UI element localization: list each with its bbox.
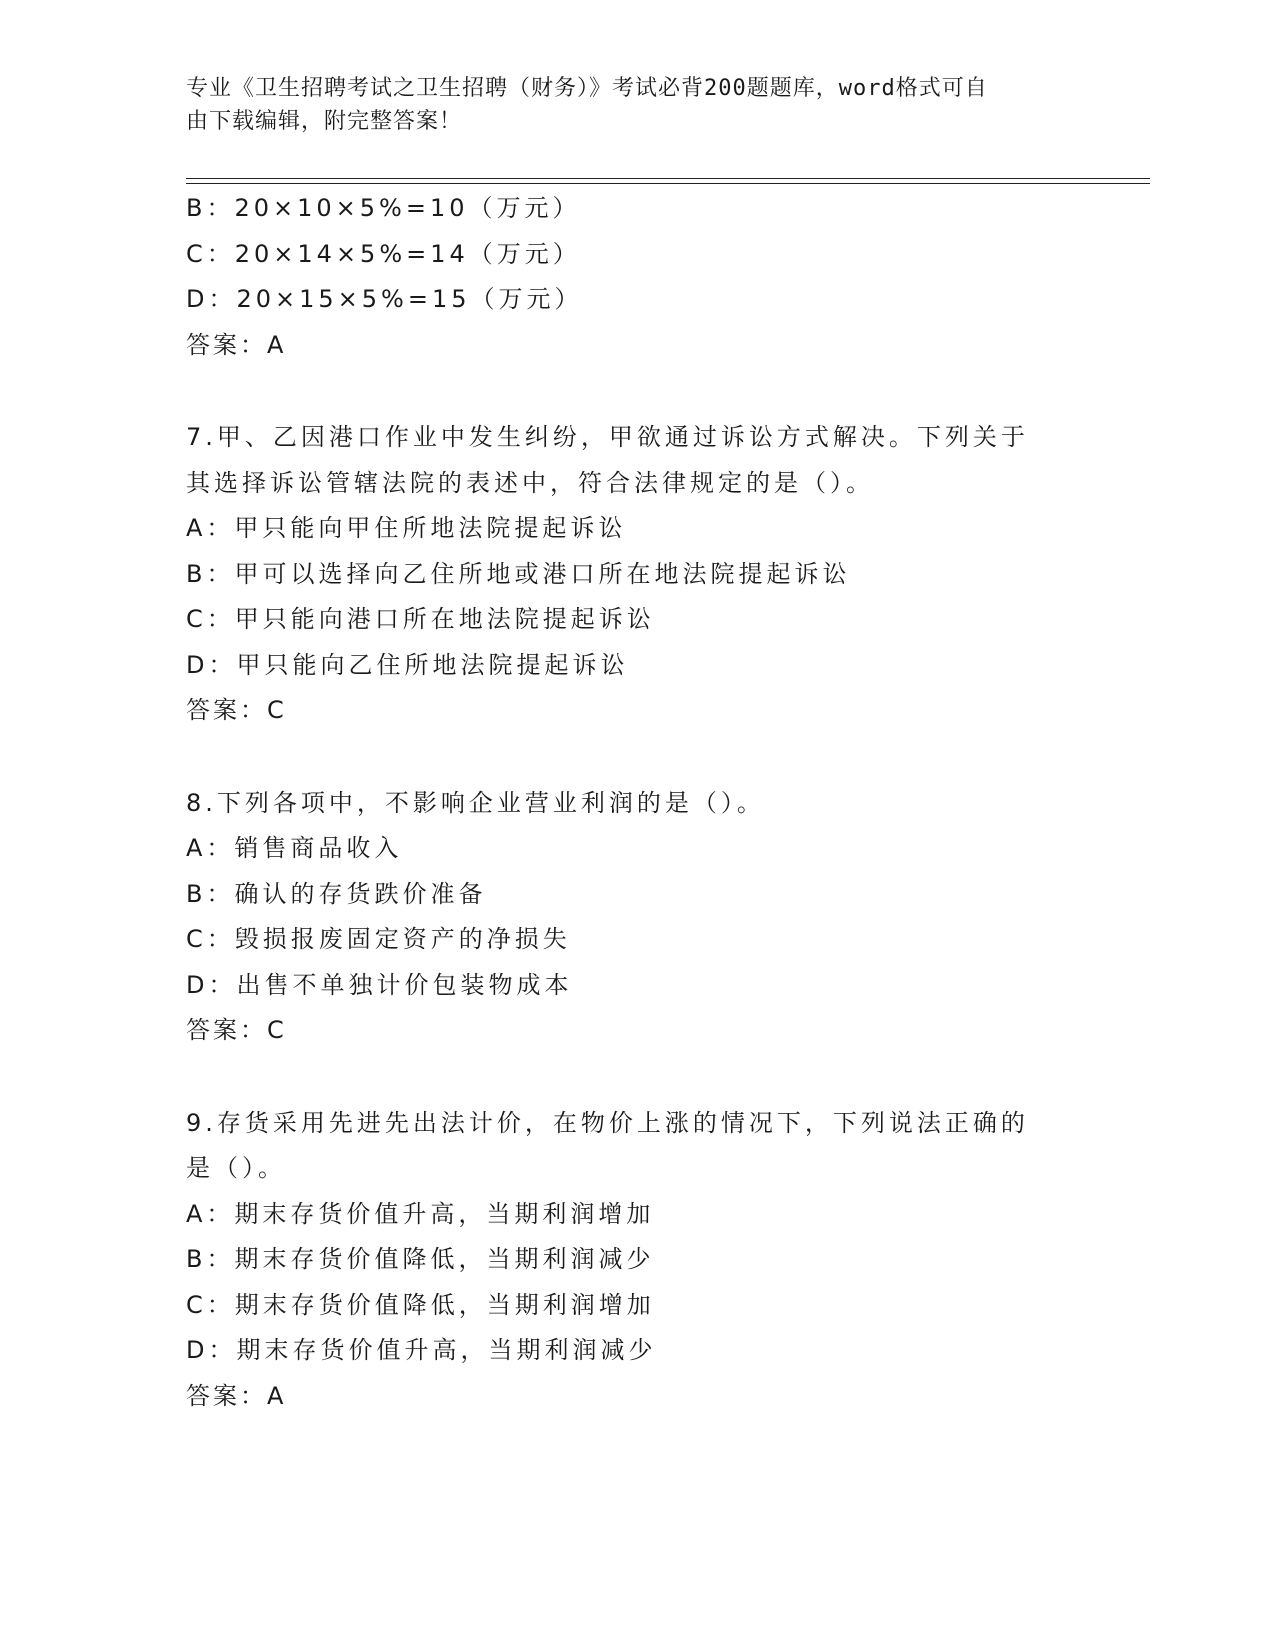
spacer	[186, 734, 1086, 781]
option-c: C：期末存货价值降低，当期利润增加	[186, 1290, 655, 1319]
option-a: A：销售商品收入	[186, 834, 403, 862]
option-b: B：20×10×5%=10（万元）	[186, 194, 581, 222]
option-d: D：出售不单独计价包装物成本	[186, 970, 573, 999]
answer-line: 答案：A	[186, 330, 287, 359]
document-header	[186, 72, 1066, 138]
question-stem-cont: 其选择诉讼管辖法院的表述中，符合法律规定的是（）。	[186, 468, 874, 497]
answer-line: 答案：C	[186, 696, 287, 724]
document-body	[186, 186, 1086, 1419]
question-block-8	[186, 781, 1086, 1054]
answer-line: 答案：A	[186, 1381, 287, 1410]
question-stem-cont: 是（）。	[186, 1154, 286, 1182]
question-stem: 9.存货采用先进先出法计价，在物价上涨的情况下，下列说法正确的	[186, 1108, 1029, 1137]
header-line-1: 专业《卫生招聘考试之卫生招聘（财务）》考试必背200题题库，word格式可自	[186, 76, 988, 101]
option-b: B：确认的存货跌价准备	[186, 879, 487, 908]
option-c: C：20×14×5%=14（万元）	[186, 239, 581, 268]
option-b: B：甲可以选择向乙住所地或港口所在地法院提起诉讼	[186, 559, 851, 588]
option-a: A：甲只能向甲住所地法院提起诉讼	[186, 514, 627, 542]
question-block-9	[186, 1101, 1086, 1420]
question-stem: 7.甲、乙因港口作业中发生纠纷，甲欲通过诉讼方式解决。下列关于	[186, 423, 1029, 451]
header-divider-bottom	[186, 183, 1150, 184]
spacer	[186, 1054, 1086, 1101]
option-b: B：期末存货价值降低，当期利润减少	[186, 1245, 655, 1273]
option-d: D：甲只能向乙住所地法院提起诉讼	[186, 650, 629, 679]
option-a: A：期末存货价值升高，当期利润增加	[186, 1199, 655, 1228]
header-divider-top	[186, 178, 1150, 179]
answer-line: 答案：C	[186, 1016, 287, 1044]
spacer	[186, 368, 1086, 415]
option-d: D：20×15×5%=15（万元）	[186, 285, 583, 313]
question-block-7	[186, 415, 1086, 734]
option-d: D：期末存货价值升高，当期利润减少	[186, 1336, 657, 1364]
header-line-2: 由下载编辑，附完整答案！	[186, 109, 463, 134]
question-block-prev	[186, 186, 1086, 368]
option-c: C：甲只能向港口所在地法院提起诉讼	[186, 605, 655, 633]
question-stem: 8.下列各项中，不影响企业营业利润的是（）。	[186, 788, 765, 817]
option-c: C：毁损报废固定资产的净损失	[186, 925, 571, 953]
